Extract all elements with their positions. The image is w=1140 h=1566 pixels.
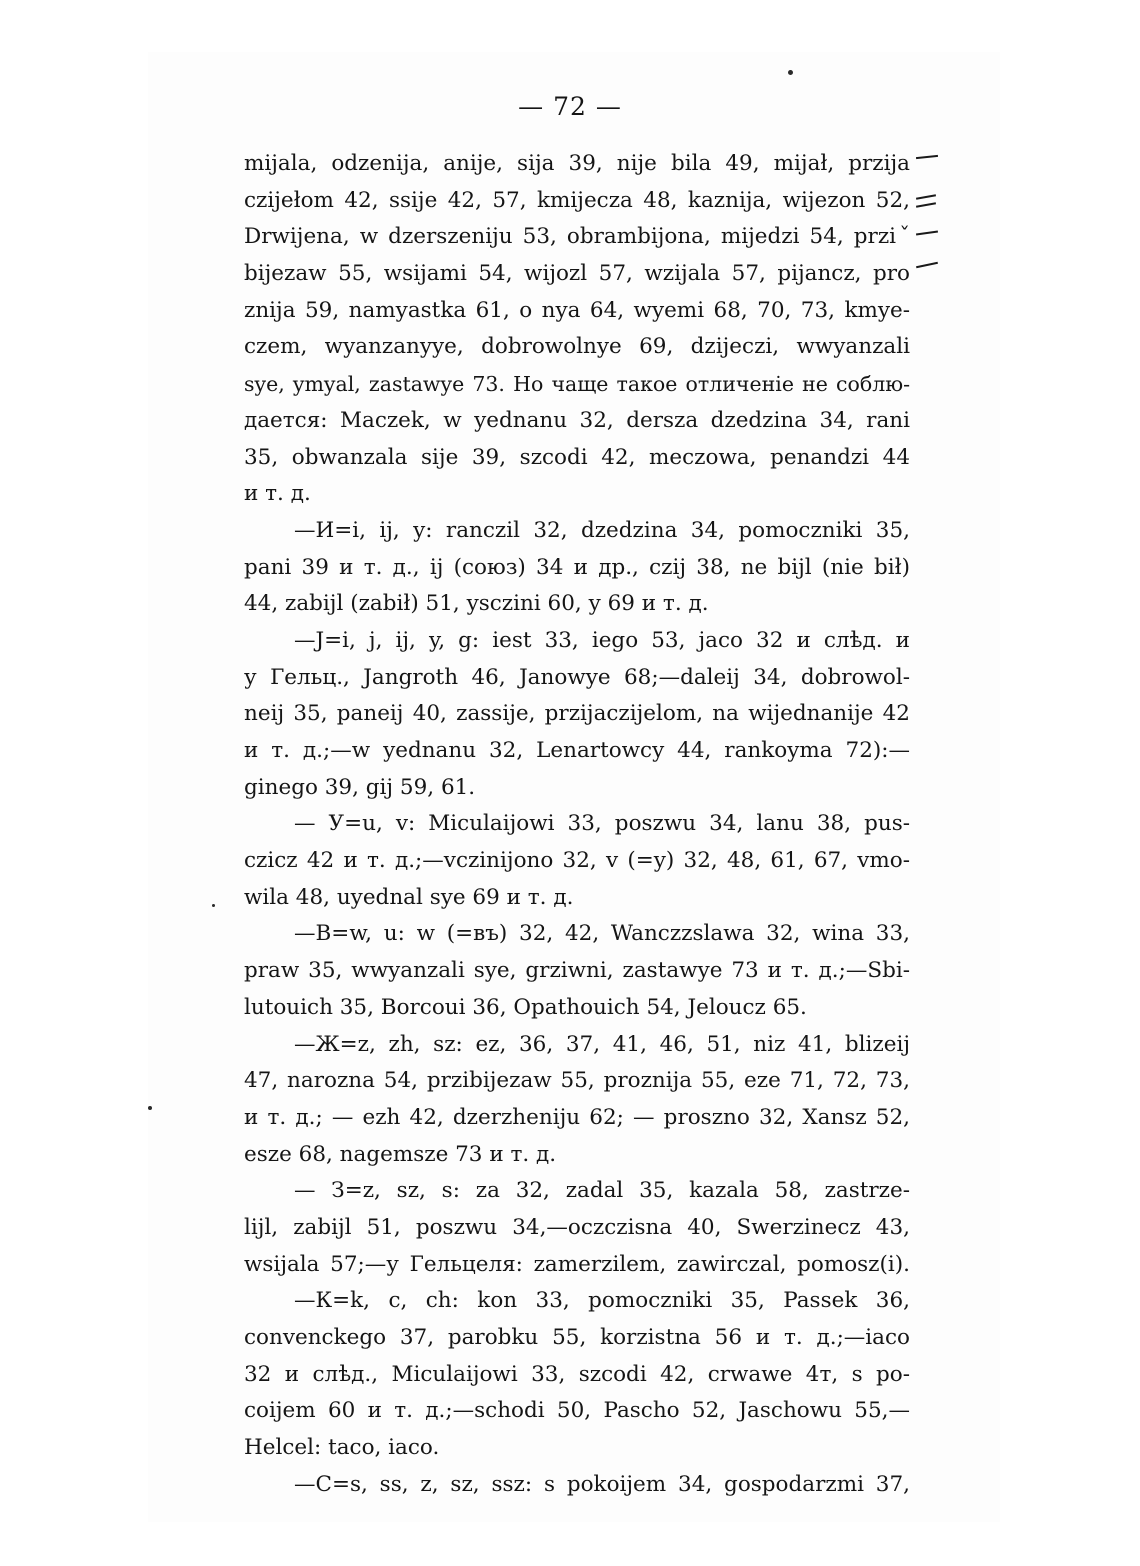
text-line: czicz 42 и т. д.;—vczinijono 32, v (=y) 32, 48, 61, 67, vmo- [244, 848, 910, 874]
text-line: sye, ymyal, zastawye 73. Но чаще такое отличеніе не соблю- [244, 372, 910, 397]
text-line: дается: Maczek, w yednanu 32, dersza dzedzina 34, rani [244, 407, 910, 433]
text-line: —J=i, j, ij, y, g: iest 33, iego 53, jaco 32 и слѣд. и [294, 627, 910, 653]
text-line: czijełom 42, ssije 42, 57, kmijecza 48, kaznija, wijezon 52, [244, 187, 910, 213]
text-line: czem, wyanzanyye, dobrowolnye 69, dzijeczi, wwyanzali [244, 334, 910, 360]
text-line: wsijala 57;—у Гельцеля: zamerzilem, zawirczal, pomosz(i). [244, 1251, 910, 1277]
ink-speck [148, 1106, 152, 1110]
text-line: pani 39 и т. д., ij (союз) 34 и др., czij 38, ne bijl (nie bił) [244, 554, 910, 580]
text-line: coijem 60 и т. д.;—schodi 50, Pascho 52, Jaschowu 55,— [244, 1398, 910, 1424]
text-line: —К=k, c, ch: kon 33, pomoczniki 35, Passek 36, [294, 1288, 910, 1314]
text-line: у Гельц., Jangroth 46, Janowye 68;—daleij 34, dobrowol- [244, 664, 910, 690]
text-line: mijala, odzenija, anije, sija 39, nije bila 49, mijał, przija [244, 151, 910, 176]
text-line: ginego 39, gij 59, 61. [244, 774, 476, 800]
text-line: — З=z, sz, s: za 32, zadal 35, kazala 58, zastrze- [294, 1178, 910, 1204]
text-line: wila 48, uyednal sye 69 и т. д. [244, 884, 574, 910]
text-line: 35, obwanzala sije 39, szcodi 42, meczowa, penandzi 44 [244, 444, 910, 470]
text-line: praw 35, wwyanzali sye, grziwni, zastawye 73 и т. д.;—Sbi- [244, 958, 910, 984]
text-line: 44, zabijl (zabił) 51, ysczini 60, y 69 и т. д. [244, 591, 709, 617]
text-line: —И=i, ij, y: ranczil 32, dzedzina 34, pomoczniki 35, [294, 517, 910, 543]
text-line: —В=w, u: w (=въ) 32, 42, Wanczzslawa 32, wina 33, [294, 921, 910, 947]
text-line: lutouich 35, Borcoui 36, Opathouich 54, Jeloucz 65. [244, 994, 807, 1020]
text-line: и т. д.; — ezh 42, dzerzheniju 62; — proszno 32, Xansz 52, [244, 1104, 910, 1130]
text-line: и т. д.;—w yednanu 32, Lenartowcy 44, rankoyma 72):— [244, 738, 910, 763]
text-line: lijl, zabijl 51, poszwu 34,—oczczisna 40, Swerzinecz 43, [244, 1214, 910, 1240]
text-line: Helcel: taco, iaco. [244, 1435, 440, 1461]
text-line: esze 68, nagemsze 73 и т. д. [244, 1141, 557, 1167]
text-line: и т. д. [244, 481, 311, 507]
text-line: 47, narozna 54, przibijezaw 55, proznija 55, eze 71, 72, 73, [244, 1068, 910, 1094]
text-line: bijezaw 55, wsijami 54, wijozl 57, wzijala 57, pijancz, pro [244, 261, 910, 287]
text-line: —С=s, ss, z, sz, ssz: s pokoijem 34, gospodarzmi 37, [294, 1471, 910, 1497]
ink-speck [788, 70, 793, 75]
text-line: 32 и слѣд., Miculaijowi 33, szcodi 42, crwawe 4т, s po- [244, 1361, 910, 1387]
text-line: — У=u, v: Miculaijowi 33, poszwu 34, lanu 38, pus- [294, 811, 910, 837]
text-line: znija 59, namyastka 61, o nya 64, wyemi 68, 70, 73, kmye- [244, 297, 910, 323]
text-line: Drwijena, w dzerszeniju 53, obrambijona, mijedzi 54, prziˇ [244, 224, 910, 250]
body-text [244, 146, 910, 1503]
text-line: neij 35, paneij 40, zassije, przijaczijelom, na wijednanije 42 [244, 701, 910, 727]
ink-speck [212, 904, 215, 907]
page-number: — 72 — [518, 92, 622, 121]
text-line: convenckego 37, parobku 55, korzistna 56 и т. д.;—iaco [244, 1325, 910, 1350]
text-line: —Ж=z, zh, sz: ez, 36, 37, 41, 46, 51, niz 41, blizeij [294, 1031, 910, 1057]
